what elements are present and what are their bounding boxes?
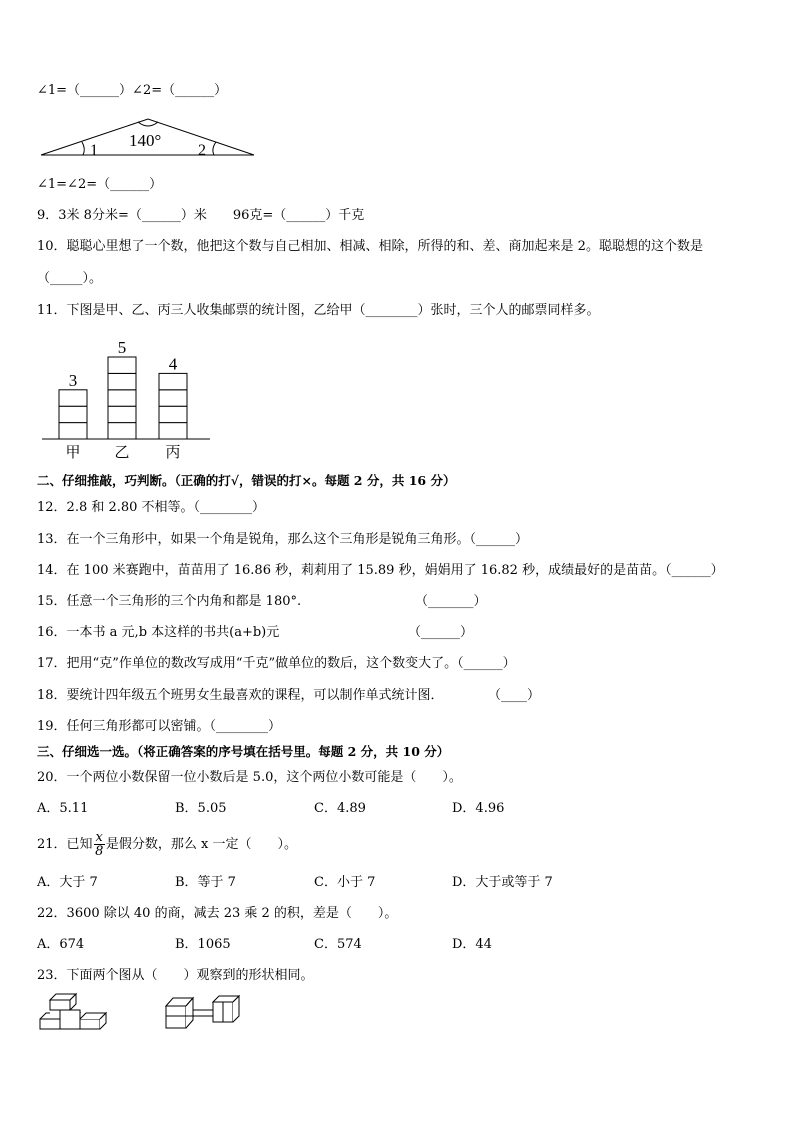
angle-2-label: 2: [198, 142, 206, 159]
angle-equal-line: ∠1=∠2=（______）: [37, 177, 163, 192]
question-18: 18．要统计四年级五个班男女生最喜欢的课程，可以制作单式统计图．: [37, 688, 444, 703]
bar-cell-1-2: [59, 406, 87, 422]
fraction-numerator: x: [95, 830, 103, 845]
question-21: [37, 830, 297, 860]
q21-option-b: B．等于 7: [175, 875, 236, 890]
question-21-suffix: 是假分数，那么 x 一定（ ）。: [105, 837, 297, 852]
angle-1-label: 1: [90, 142, 98, 159]
triangle-figure: [38, 112, 298, 162]
section-3-heading: 三、仔细选一选。（将正确答案的序号填在括号里。每题 2 分，共 10 分）: [37, 744, 450, 759]
x-over-8-fraction: [94, 831, 105, 858]
question-15: 15．任意一个三角形的三个内角和都是 180°.: [37, 594, 302, 609]
bar-cell-2-3: [108, 390, 136, 406]
question-17: 17．把用“克”作单位的数改写成用“千克”做单位的数后，这个数变大了。（______）: [37, 656, 516, 671]
q22-option-a: A．674: [37, 937, 85, 952]
bar-cell-2-2: [108, 406, 136, 422]
angle-question-line: ∠1=（______）∠2=（______）: [37, 83, 228, 98]
top-angle-arc: [138, 122, 158, 126]
bar-cell-3-4: [159, 373, 187, 389]
cube-figure-1: [36, 992, 111, 1032]
q22-option-c: C．574: [314, 937, 362, 952]
category-label-2: 乙: [114, 445, 130, 461]
q22-option-b: B．1065: [175, 937, 231, 952]
question-20: 20．一个两位小数保留一位小数后是 5.0，这个两位小数可能是（ ）。: [37, 770, 462, 785]
right-angle-arc: [213, 142, 216, 155]
question-10-line2: （_____）。: [37, 271, 103, 286]
stamp-chart: [40, 332, 215, 462]
question-9: 9．3米 8分米=（______）米 96克=（______）千克: [37, 208, 365, 223]
q21-option-a: A．大于 7: [37, 875, 98, 890]
q20-option-c: C．4.89: [314, 801, 366, 816]
question-10-line1: 10．聪聪心里想了一个数，他把这个数与自己相加、相减、相除，所得的和、差、商加起来是 2。聪聪想的这个数是: [37, 239, 703, 254]
question-16-blank: （______）: [408, 625, 474, 640]
question-22: 22．3600 除以 40 的商，减去 23 乘 2 的积，差是（ ）。: [37, 906, 398, 921]
bar-cell-1-3: [59, 390, 87, 406]
question-13: 13．在一个三角形中，如果一个角是锐角，那么这个三角形是锐角三角形。（______）: [37, 532, 529, 547]
section-2-heading: 二、仔细推敲，巧判断。（正确的打√，错误的打×。每题 2 分，共 16 分）: [37, 473, 456, 488]
question-16: 16．一本书 a 元,b 本这样的书共(a+b)元: [37, 625, 280, 640]
question-23: 23．下面两个图从（ ）观察到的形状相同。: [37, 968, 314, 983]
question-12: 12．2.8 和 2.80 不相等。（________）: [37, 500, 266, 515]
question-15-blank: （_______）: [415, 594, 487, 609]
cube-figure-2: [163, 992, 243, 1032]
q20-option-b: B．5.05: [175, 801, 227, 816]
bar-cell-3-3: [159, 390, 187, 406]
category-label-1: 甲: [65, 445, 81, 461]
angle-140-label: 140°: [129, 131, 162, 150]
bar-value-label-2: 5: [117, 338, 127, 357]
left-angle-arc: [82, 142, 84, 155]
question-21-prefix: 21．已知: [37, 837, 93, 852]
bar-cell-2-5: [108, 357, 136, 373]
bar-value-label-3: 4: [168, 354, 178, 374]
q22-option-d: D．44: [452, 937, 492, 952]
bar-cell-2-4: [108, 373, 136, 389]
question-14: 14．在 100 米赛跑中，苗苗用了 16.86 秒，莉莉用了 15.89 秒，娟娟用了 16.82 秒，成绩最好的是苗苗。（______）: [37, 563, 724, 578]
q20-option-a: A．5.11: [37, 801, 89, 816]
category-label-3: 丙: [165, 445, 181, 461]
bar-value-label-1: 3: [68, 370, 78, 390]
bar-cell-1-1: [59, 423, 87, 439]
bar-cell-2-1: [108, 423, 136, 439]
bar-cell-3-1: [159, 423, 187, 439]
fraction-denominator: 8: [95, 844, 104, 859]
question-11: 11．下图是甲、乙、丙三人收集邮票的统计图，乙给甲（________）张时，三个人的邮票同样多。: [37, 303, 600, 318]
q21-option-c: C．小于 7: [314, 875, 376, 890]
q20-option-d: D．4.96: [452, 801, 505, 816]
question-19: 19．任何三角形都可以密铺。（________）: [37, 719, 282, 734]
q21-option-d: D．大于或等于 7: [452, 875, 553, 890]
question-18-blank: （____）: [488, 688, 541, 703]
bar-cell-3-2: [159, 406, 187, 422]
